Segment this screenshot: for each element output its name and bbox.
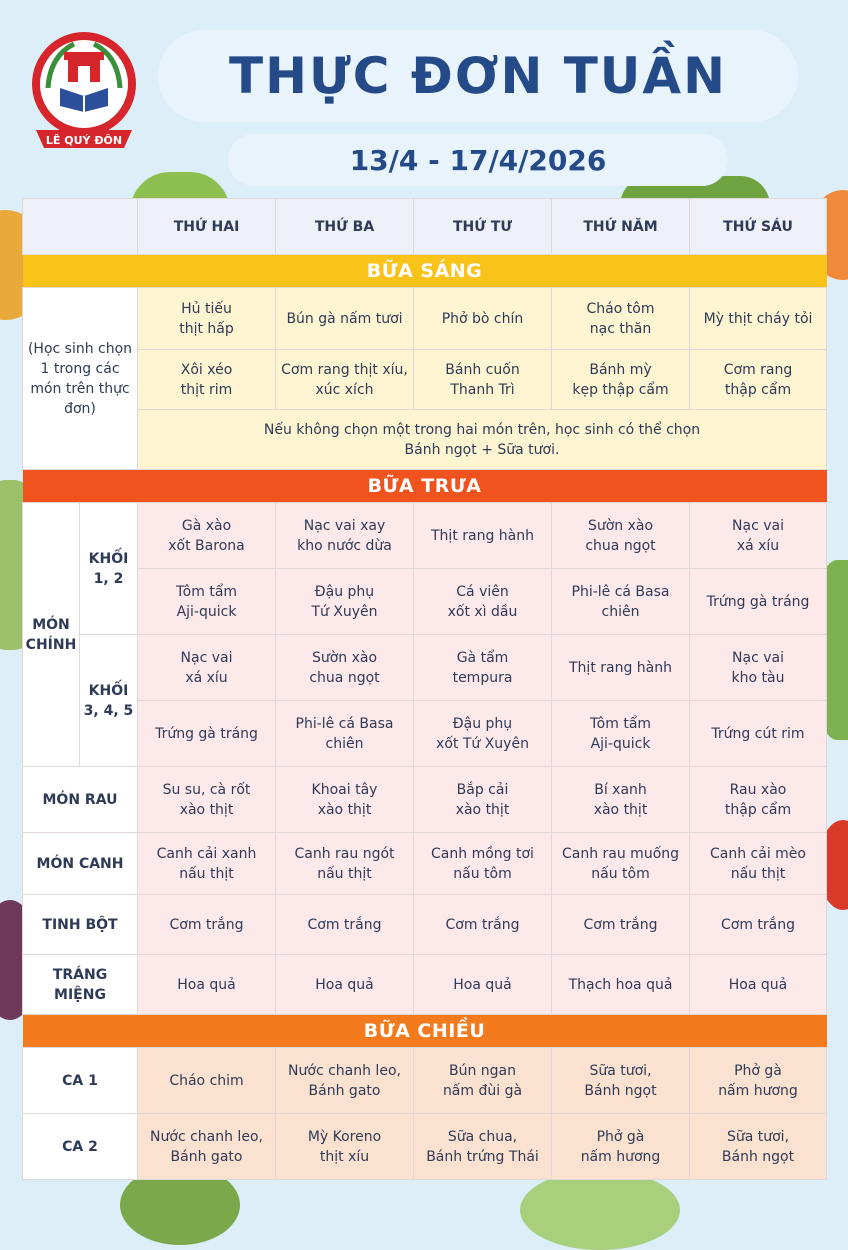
table-row bbox=[23, 895, 827, 955]
menu-item-line: xốt Tứ Xuyên bbox=[436, 735, 529, 752]
menu-item-line: Phở bò chín bbox=[441, 310, 524, 327]
menu-cell bbox=[690, 833, 827, 895]
afternoon-band: BỮA CHIỀU bbox=[23, 1015, 827, 1048]
table-row bbox=[23, 833, 827, 895]
menu-cell bbox=[552, 833, 690, 895]
menu-item-line: xào thịt bbox=[317, 801, 372, 818]
menu-item-line: xá xíu bbox=[736, 537, 780, 554]
dessert-label: TRÁNG MIỆNG bbox=[23, 955, 138, 1015]
table-row bbox=[23, 701, 827, 767]
menu-item-line: Nạc vai xay bbox=[303, 517, 386, 534]
day-header: THỨ HAI bbox=[138, 199, 276, 255]
soup-label: MÓN CANH bbox=[23, 833, 138, 895]
menu-cell bbox=[138, 503, 276, 569]
menu-item-line: xá xíu bbox=[185, 669, 228, 686]
menu-item-line: Cơm trắng bbox=[169, 916, 244, 933]
menu-cell bbox=[414, 767, 552, 833]
menu-cell bbox=[414, 503, 552, 569]
menu-cell bbox=[690, 955, 827, 1015]
menu-item-line: Hoa quả bbox=[315, 976, 374, 993]
menu-item-line: Phi-lê cá Basa chiên bbox=[295, 715, 394, 752]
menu-item-line: kho tàu bbox=[731, 669, 785, 686]
menu-item-line: Hủ tiếu bbox=[181, 300, 232, 317]
menu-item-line: Mỳ thịt cháy tỏi bbox=[703, 310, 813, 327]
starch-label: TINH BỘT bbox=[23, 895, 138, 955]
menu-item-line: Rau xào bbox=[729, 781, 787, 798]
menu-item-line: xúc xích bbox=[315, 381, 374, 398]
breakfast-note-line: Nếu không chọn một trong hai món trên, học sinh có thể chọn bbox=[263, 421, 701, 438]
menu-item-line: xào thịt bbox=[455, 801, 510, 818]
menu-cell bbox=[414, 569, 552, 635]
menu-cell bbox=[276, 1048, 414, 1114]
day-header: THỨ NĂM bbox=[552, 199, 690, 255]
menu-item-line: Bánh gato bbox=[170, 1148, 243, 1165]
menu-cell bbox=[414, 955, 552, 1015]
header-corner bbox=[23, 199, 138, 255]
menu-item-line: Sữa tươi, bbox=[589, 1062, 652, 1079]
menu-item-line: Cơm rang bbox=[723, 361, 793, 378]
menu-item-line: Cơm rang thịt xíu, bbox=[281, 361, 408, 378]
menu-cell bbox=[138, 701, 276, 767]
menu-item-line: Đậu phụ bbox=[452, 715, 513, 732]
menu-item-line: nấu thịt bbox=[730, 865, 786, 882]
menu-cell bbox=[690, 569, 827, 635]
menu-cell bbox=[690, 895, 827, 955]
menu-item-line: Tôm tẩm bbox=[175, 583, 238, 600]
title-banner bbox=[158, 30, 798, 122]
menu-cell bbox=[276, 569, 414, 635]
veg-label: MÓN RAU bbox=[23, 767, 138, 833]
menu-item-line: xào thịt bbox=[593, 801, 648, 818]
menu-item-line: Bún ngan bbox=[448, 1062, 516, 1079]
menu-cell bbox=[414, 701, 552, 767]
menu-item-line: Cơm trắng bbox=[720, 916, 795, 933]
menu-item-line: Cháo tôm bbox=[586, 300, 655, 317]
menu-cell bbox=[276, 833, 414, 895]
menu-item-line: Tôm tẩm bbox=[589, 715, 652, 732]
menu-item-line: Canh cải xanh bbox=[156, 845, 257, 862]
decor-lettuce bbox=[520, 1170, 680, 1250]
breakfast-band: BỮA SÁNG bbox=[23, 255, 827, 288]
menu-item-line: nấm hương bbox=[580, 1148, 661, 1165]
menu-item-line: Phở gà bbox=[596, 1128, 645, 1145]
menu-item-line: nấu thịt bbox=[317, 865, 372, 882]
menu-item-line: Xôi xéo bbox=[180, 361, 233, 378]
menu-item-line: thịt hấp bbox=[179, 320, 234, 337]
menu-item-line: Bánh gato bbox=[308, 1082, 381, 1099]
menu-item-line: chua ngọt bbox=[585, 537, 656, 554]
day-header: THỨ TƯ bbox=[414, 199, 552, 255]
lunch-band: BỮA TRƯA bbox=[23, 470, 827, 503]
menu-item-line: Bánh trứng Thái bbox=[426, 1148, 539, 1165]
menu-cell bbox=[276, 350, 414, 410]
menu-item-line: Sườn xào bbox=[311, 649, 378, 666]
menu-item-line: nấu tôm bbox=[453, 865, 512, 882]
menu-cell bbox=[552, 895, 690, 955]
menu-item-line: Cháo chim bbox=[169, 1072, 244, 1089]
table-row bbox=[23, 350, 827, 410]
menu-item-line: Bánh ngọt bbox=[721, 1148, 795, 1165]
breakfast-label: (Học sinh chọn 1 trong các món trên thực đơn) bbox=[23, 288, 138, 470]
menu-cell bbox=[552, 635, 690, 701]
table-row bbox=[23, 1048, 827, 1114]
menu-item-line: Thạch hoa quả bbox=[568, 976, 673, 993]
menu-item-line: Cá viên bbox=[456, 583, 509, 600]
menu-cell bbox=[690, 1048, 827, 1114]
menu-cell bbox=[138, 350, 276, 410]
menu-cell bbox=[138, 1048, 276, 1114]
menu-cell bbox=[414, 895, 552, 955]
menu-item-line: Bắp cải bbox=[456, 781, 509, 798]
menu-item-line: Tứ Xuyên bbox=[311, 603, 378, 620]
table-row bbox=[23, 1114, 827, 1180]
table-row bbox=[23, 569, 827, 635]
menu-item-line: Hoa quả bbox=[177, 976, 236, 993]
ca2-label: CA 2 bbox=[23, 1114, 138, 1180]
weekly-menu-table bbox=[22, 198, 827, 1180]
menu-cell bbox=[138, 635, 276, 701]
menu-cell bbox=[276, 955, 414, 1015]
menu-item-line: Bánh ngọt bbox=[584, 1082, 657, 1099]
page-title: THỰC ĐƠN TUẦN bbox=[229, 47, 727, 105]
menu-item-line: thập cẩm bbox=[724, 801, 792, 818]
menu-item-line: xốt Barona bbox=[168, 537, 245, 554]
menu-cell bbox=[414, 635, 552, 701]
table-row bbox=[23, 955, 827, 1015]
breakfast-note bbox=[138, 410, 827, 470]
menu-item-line: Cơm trắng bbox=[445, 916, 520, 933]
day-header: THỨ BA bbox=[276, 199, 414, 255]
menu-item-line: Sữa chua, bbox=[447, 1128, 518, 1145]
menu-item-line: Hoa quả bbox=[728, 976, 788, 993]
menu-item-line: nạc thăn bbox=[589, 320, 652, 337]
menu-cell bbox=[138, 955, 276, 1015]
day-header: THỨ SÁU bbox=[690, 199, 827, 255]
menu-item-line: xào thịt bbox=[179, 801, 234, 818]
menu-cell bbox=[414, 1048, 552, 1114]
menu-cell bbox=[552, 288, 690, 350]
menu-cell bbox=[138, 288, 276, 350]
menu-item-line: kho nước dừa bbox=[297, 537, 392, 554]
menu-cell bbox=[138, 767, 276, 833]
menu-item-line: nấu thịt bbox=[179, 865, 234, 882]
main-dish-label: MÓN CHÍNH bbox=[23, 503, 80, 767]
menu-cell bbox=[138, 569, 276, 635]
menu-item-line: Canh rau ngót bbox=[294, 845, 395, 862]
menu-cell bbox=[276, 635, 414, 701]
menu-cell bbox=[552, 569, 690, 635]
menu-cell bbox=[552, 701, 690, 767]
menu-item-line: Cơm trắng bbox=[583, 916, 658, 933]
menu-item-line: kẹp thập cẩm bbox=[572, 381, 669, 398]
menu-cell bbox=[414, 833, 552, 895]
menu-item-line: Hoa quả bbox=[453, 976, 512, 993]
menu-item-line: Khoai tây bbox=[311, 781, 378, 798]
menu-cell bbox=[276, 767, 414, 833]
menu-item-line: Canh mồng tơi bbox=[431, 845, 534, 862]
ca1-label: CA 1 bbox=[23, 1048, 138, 1114]
menu-cell bbox=[690, 635, 827, 701]
menu-item-line: thịt rim bbox=[180, 381, 233, 398]
menu-item-line: Nước chanh leo, bbox=[150, 1128, 263, 1145]
table-row bbox=[23, 635, 827, 701]
menu-item-line: Nạc vai bbox=[732, 649, 784, 666]
logo-text: LÊ QUÝ ĐÔN bbox=[45, 134, 123, 147]
menu-item-line: thập cẩm bbox=[724, 381, 792, 398]
menu-item-line: Đậu phụ bbox=[314, 583, 375, 600]
menu-item-line: xốt xì dầu bbox=[447, 603, 518, 620]
menu-item-line: tempura bbox=[452, 669, 513, 686]
menu-item-line: Thịt rang hành bbox=[431, 527, 534, 544]
menu-cell bbox=[276, 895, 414, 955]
menu-cell bbox=[276, 701, 414, 767]
menu-item-line: Sữa tươi, bbox=[726, 1128, 790, 1145]
table-row bbox=[23, 767, 827, 833]
menu-cell bbox=[690, 767, 827, 833]
menu-cell bbox=[276, 288, 414, 350]
menu-item-line: Trứng gà tráng bbox=[155, 725, 258, 742]
menu-cell bbox=[552, 350, 690, 410]
menu-cell bbox=[414, 1114, 552, 1180]
table-row bbox=[23, 503, 827, 569]
menu-cell bbox=[414, 288, 552, 350]
menu-item-line: Aji-quick bbox=[176, 603, 237, 620]
menu-item-line: chua ngọt bbox=[309, 669, 380, 686]
menu-item-line: Bí xanh bbox=[594, 781, 647, 798]
menu-item-line: Nạc vai bbox=[732, 517, 784, 534]
menu-cell bbox=[690, 503, 827, 569]
menu-cell bbox=[690, 350, 827, 410]
menu-item-line: Nạc vai bbox=[180, 649, 233, 666]
menu-item-line: Phở gà bbox=[734, 1062, 782, 1079]
menu-cell bbox=[414, 350, 552, 410]
menu-cell bbox=[690, 288, 827, 350]
menu-cell bbox=[138, 1114, 276, 1180]
menu-cell bbox=[552, 503, 690, 569]
menu-item-line: Trứng cút rim bbox=[711, 725, 805, 742]
menu-item-line: Phi-lê cá Basa chiên bbox=[571, 583, 670, 620]
group2-label: KHỐI 3, 4, 5 bbox=[80, 635, 138, 767]
school-logo bbox=[28, 26, 140, 166]
menu-item-line: nấu tôm bbox=[591, 865, 650, 882]
menu-item-line: Trứng gà tráng bbox=[706, 593, 810, 610]
menu-item-line: Nước chanh leo, bbox=[288, 1062, 401, 1079]
menu-cell bbox=[276, 1114, 414, 1180]
menu-item-line: Thanh Trì bbox=[450, 381, 515, 398]
table-row bbox=[23, 410, 827, 470]
menu-item-line: Bún gà nấm tươi bbox=[286, 310, 403, 327]
menu-cell bbox=[552, 767, 690, 833]
menu-cell bbox=[138, 833, 276, 895]
menu-item-line: nấm hương bbox=[718, 1082, 798, 1099]
menu-cell bbox=[690, 701, 827, 767]
menu-item-line: Aji-quick bbox=[590, 735, 651, 752]
menu-item-line: Su su, cà rốt bbox=[162, 781, 251, 798]
menu-item-line: nấm đùi gà bbox=[442, 1082, 523, 1099]
menu-cell bbox=[552, 955, 690, 1015]
menu-item-line: Gà xào bbox=[181, 517, 232, 534]
menu-cell bbox=[276, 503, 414, 569]
menu-item-line: Canh cải mèo bbox=[710, 845, 806, 862]
menu-item-line: Sườn xào bbox=[587, 517, 654, 534]
menu-cell bbox=[552, 1048, 690, 1114]
menu-item-line: Mỳ Koreno bbox=[307, 1128, 382, 1145]
menu-cell bbox=[138, 895, 276, 955]
group1-label: KHỐI 1, 2 bbox=[80, 503, 138, 635]
date-banner bbox=[228, 134, 728, 186]
breakfast-note-line: Bánh ngọt + Sữa tươi. bbox=[404, 441, 560, 458]
menu-item-line: Bánh cuốn bbox=[445, 361, 520, 378]
table-row bbox=[23, 288, 827, 350]
menu-cell bbox=[690, 1114, 827, 1180]
menu-item-line: Cơm trắng bbox=[307, 916, 382, 933]
date-range: 13/4 - 17/4/2026 bbox=[349, 143, 607, 177]
menu-cell bbox=[552, 1114, 690, 1180]
menu-item-line: Thịt rang hành bbox=[569, 659, 672, 676]
menu-item-line: thịt xíu bbox=[319, 1148, 370, 1165]
menu-item-line: Bánh mỳ bbox=[589, 361, 652, 378]
menu-item-line: Gà tẩm bbox=[456, 649, 509, 666]
menu-item-line: Canh rau muống bbox=[561, 845, 680, 862]
